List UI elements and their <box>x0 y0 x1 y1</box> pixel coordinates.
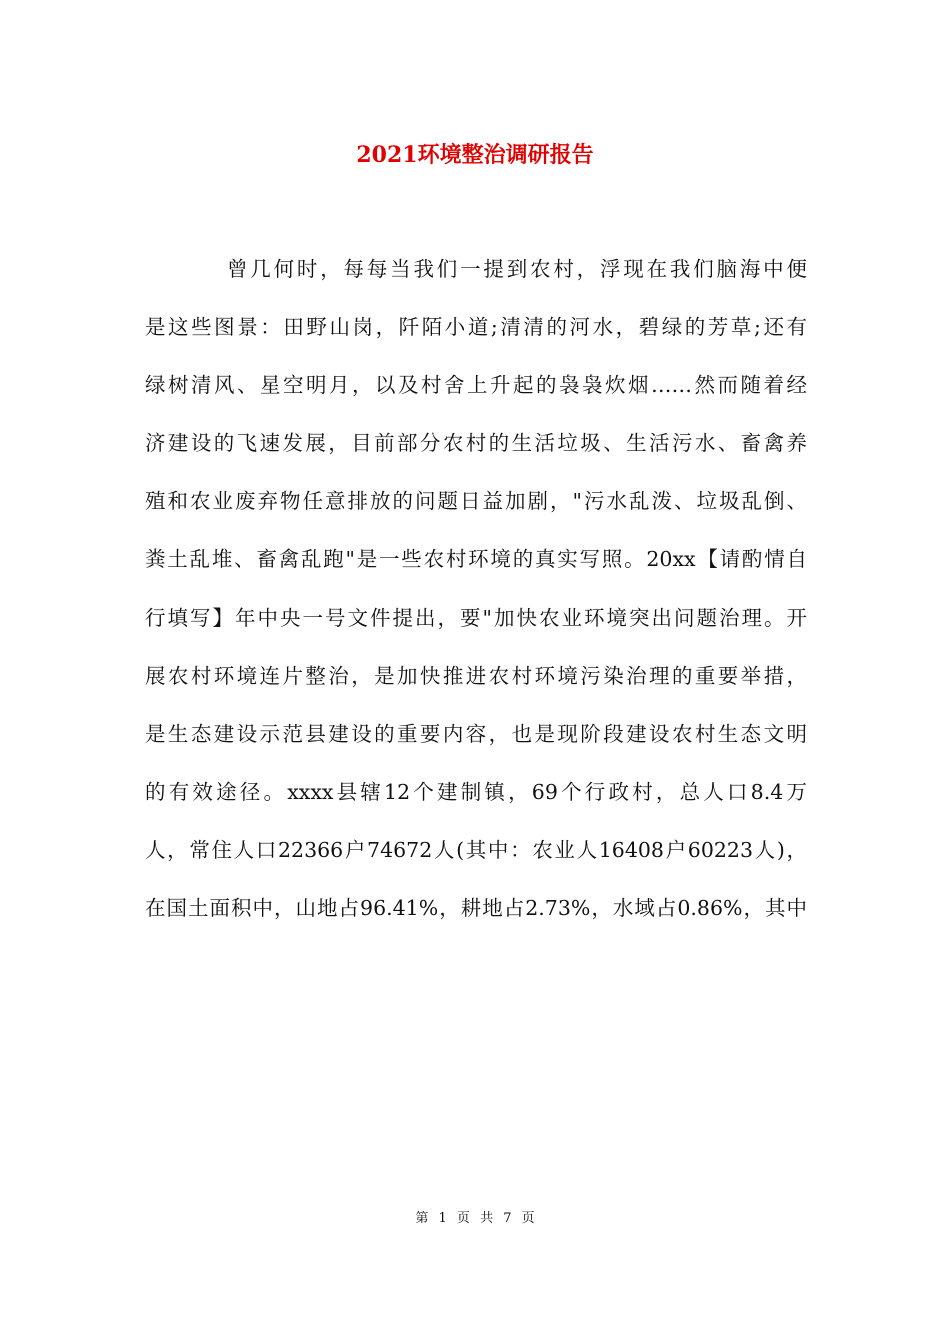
footer-current-page: 1 <box>438 1211 447 1226</box>
footer-suffix: 页 <box>521 1211 535 1226</box>
paragraph-line: 人，常住人口22366户74672人(其中：农业人16408户60223人)， <box>145 837 807 862</box>
document-title: 2021环境整治调研报告 <box>356 142 594 168</box>
paragraph-line: 是这些图景：田野山岗，阡陌小道;清清的河水，碧绿的芳草;还有 <box>145 315 807 340</box>
paragraph-line: 是生态建设示范县建设的重要内容，也是现阶段建设农村生态文明 <box>145 721 807 746</box>
paragraph-line: 济建设的飞速发展，目前部分农村的生活垃圾、生活污水、畜禽养 <box>145 431 807 456</box>
footer-page-label: 页 <box>456 1211 470 1226</box>
paragraph-line: 展农村环境连片整治，是加快推进农村环境污染治理的重要举措， <box>145 663 807 688</box>
paragraph-line: 在国土面积中，山地占96.41%，耕地占2.73%，水域占0.86%，其中 <box>145 896 807 921</box>
page-number-footer <box>0 1209 950 1229</box>
document-body <box>145 240 807 937</box>
paragraph-line: 的有效途径。xxxx县辖12个建制镇，69个行政村，总人口8.4万 <box>145 779 807 804</box>
footer-prefix: 第 <box>415 1211 429 1226</box>
footer-total-label: 共 <box>480 1211 494 1226</box>
paragraph-line: 殖和农业废弃物任意排放的问题日益加剧，"污水乱泼、垃圾乱倒、 <box>145 489 807 514</box>
paragraph-line: 粪土乱堆、畜禽乱跑"是一些农村环境的真实写照。20xx【请酌情自 <box>145 547 807 572</box>
paragraph-line: 行填写】年中央一号文件提出，要"加快农业环境突出问题治理。开 <box>145 605 807 630</box>
footer-total-pages: 7 <box>503 1211 512 1226</box>
paragraph-line: 曾几何时，每每当我们一提到农村，浮现在我们脑海中便 <box>227 257 807 281</box>
paragraph-line: 绿树清风、星空明月，以及村舍上升起的袅袅炊烟……然而随着经 <box>145 373 807 398</box>
